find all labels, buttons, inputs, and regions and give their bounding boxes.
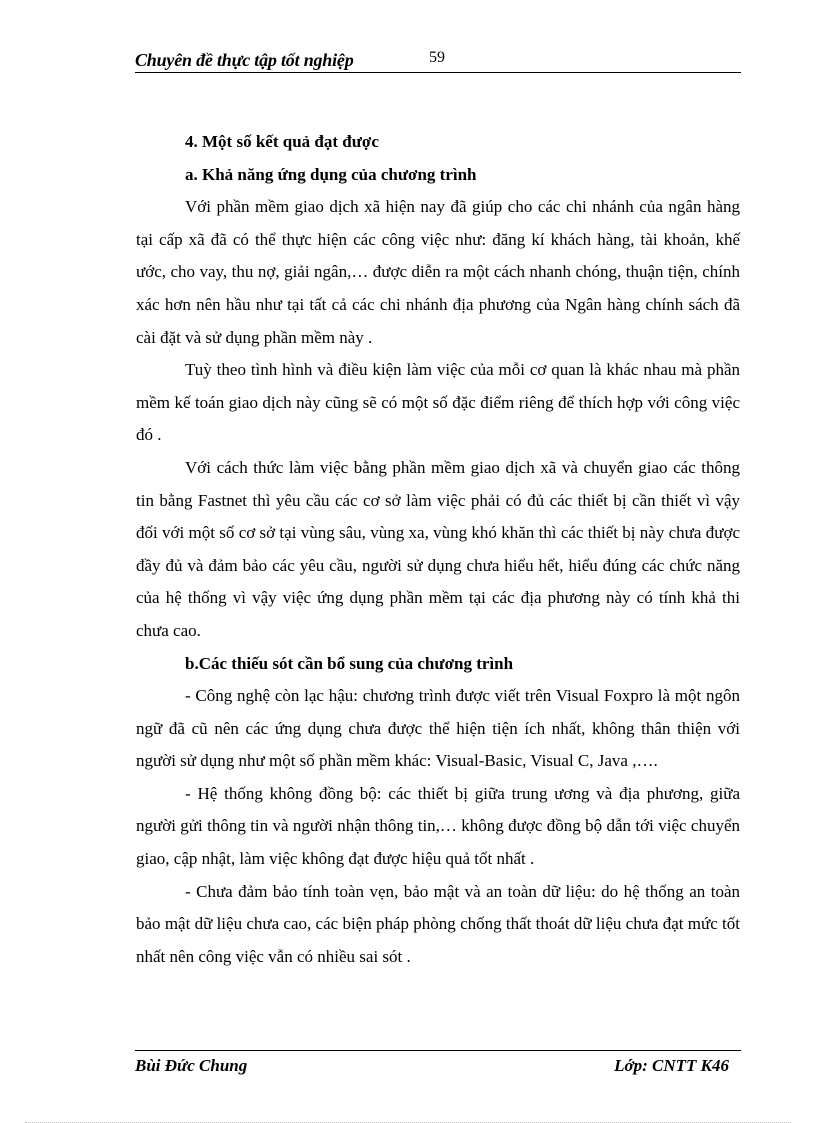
paragraph-5: - Hệ thống không đồng bộ: các thiết bị giữa trung ương và địa phương, giữa người gửi thông tin và người nhận thông tin,… không được đồng bộ dẫn tới việc chuyển giao, cập nhật, làm việc không đạt được hiệu quả tốt nhất .: [136, 783, 740, 869]
paragraph-4: - Công nghệ còn lạc hậu: chương trình được viết trên Visual Foxpro là một ngôn ngữ đã cũ nên các ứng dụng chưa được thể hiện tiện ích nhất, không thân thiện với người sử dụng như một số phần mềm khác: Visual-Basic, Visual C, Java ,….: [136, 686, 740, 771]
footer-author: Bùi Đức Chung: [135, 1056, 248, 1075]
page-number: 59: [429, 49, 445, 66]
page-footer: [135, 1050, 741, 1081]
paragraph-3: Với cách thức làm việc bằng phần mềm giao dịch xã và chuyển giao các thông tin bằng Fastnet thì yêu cầu các cơ sở làm việc phải có đủ các thiết bị cần thiết vì vậy đối với một số cơ sở tại vùng sâu, vùng xa, vùng khó khăn thì các thiết bị này chưa được đầy đủ và đảm bảo các yêu cầu, người sử dụng chưa hiểu hết, hiểu đúng các chức năng của hệ thống vì vậy việc ứng dụng phần mềm tại các địa phương này có tính khả thi chưa cao.: [136, 457, 740, 640]
footer-class: Lớp: CNTT K46: [614, 1056, 729, 1075]
paragraph-1: Với phần mềm giao dịch xã hiện nay đã giúp cho các chi nhánh của ngân hàng tại cấp xã đã có thể thực hiện các công việc như: đăng kí khách hàng, tài khoản, khế ước, cho vay, thu nợ, giải ngân,… được diễn ra một cách nhanh chóng, thuận tiện, chính xác hơn nên hầu như tại tất cả các chi nhánh địa phương của Ngân hàng chính sách đã cài đặt và sử dụng phần mềm này .: [136, 197, 740, 347]
header-title: Chuyên đề thực tập tốt nghiệp: [135, 50, 354, 70]
page-header: [135, 48, 741, 73]
subheading-shortcomings: b.Các thiếu sót cần bổ sung của chương trình: [185, 653, 514, 673]
section-heading: 4. Một số kết quả đạt được: [185, 132, 379, 151]
paragraph-6: - Chưa đảm bảo tính toàn vẹn, bảo mật và an toàn dữ liệu: do hệ thống an toàn bảo mật dữ liệu chưa cao, các biện pháp phòng chống thất thoát dữ liệu chưa đạt mức tốt nhất nên công việc vẫn có nhiều sai sót .: [136, 881, 740, 966]
subheading-applicability: a. Khả năng ứng dụng của chương trình: [185, 164, 477, 184]
paragraph-2: Tuỳ theo tình hình và điều kiện làm việc của mỗi cơ quan là khác nhau mà phần mềm kế toán giao dịch này cũng sẽ có một số đặc điểm riêng để thích hợp với công việc đó .: [136, 360, 740, 445]
document-body: [136, 126, 740, 973]
